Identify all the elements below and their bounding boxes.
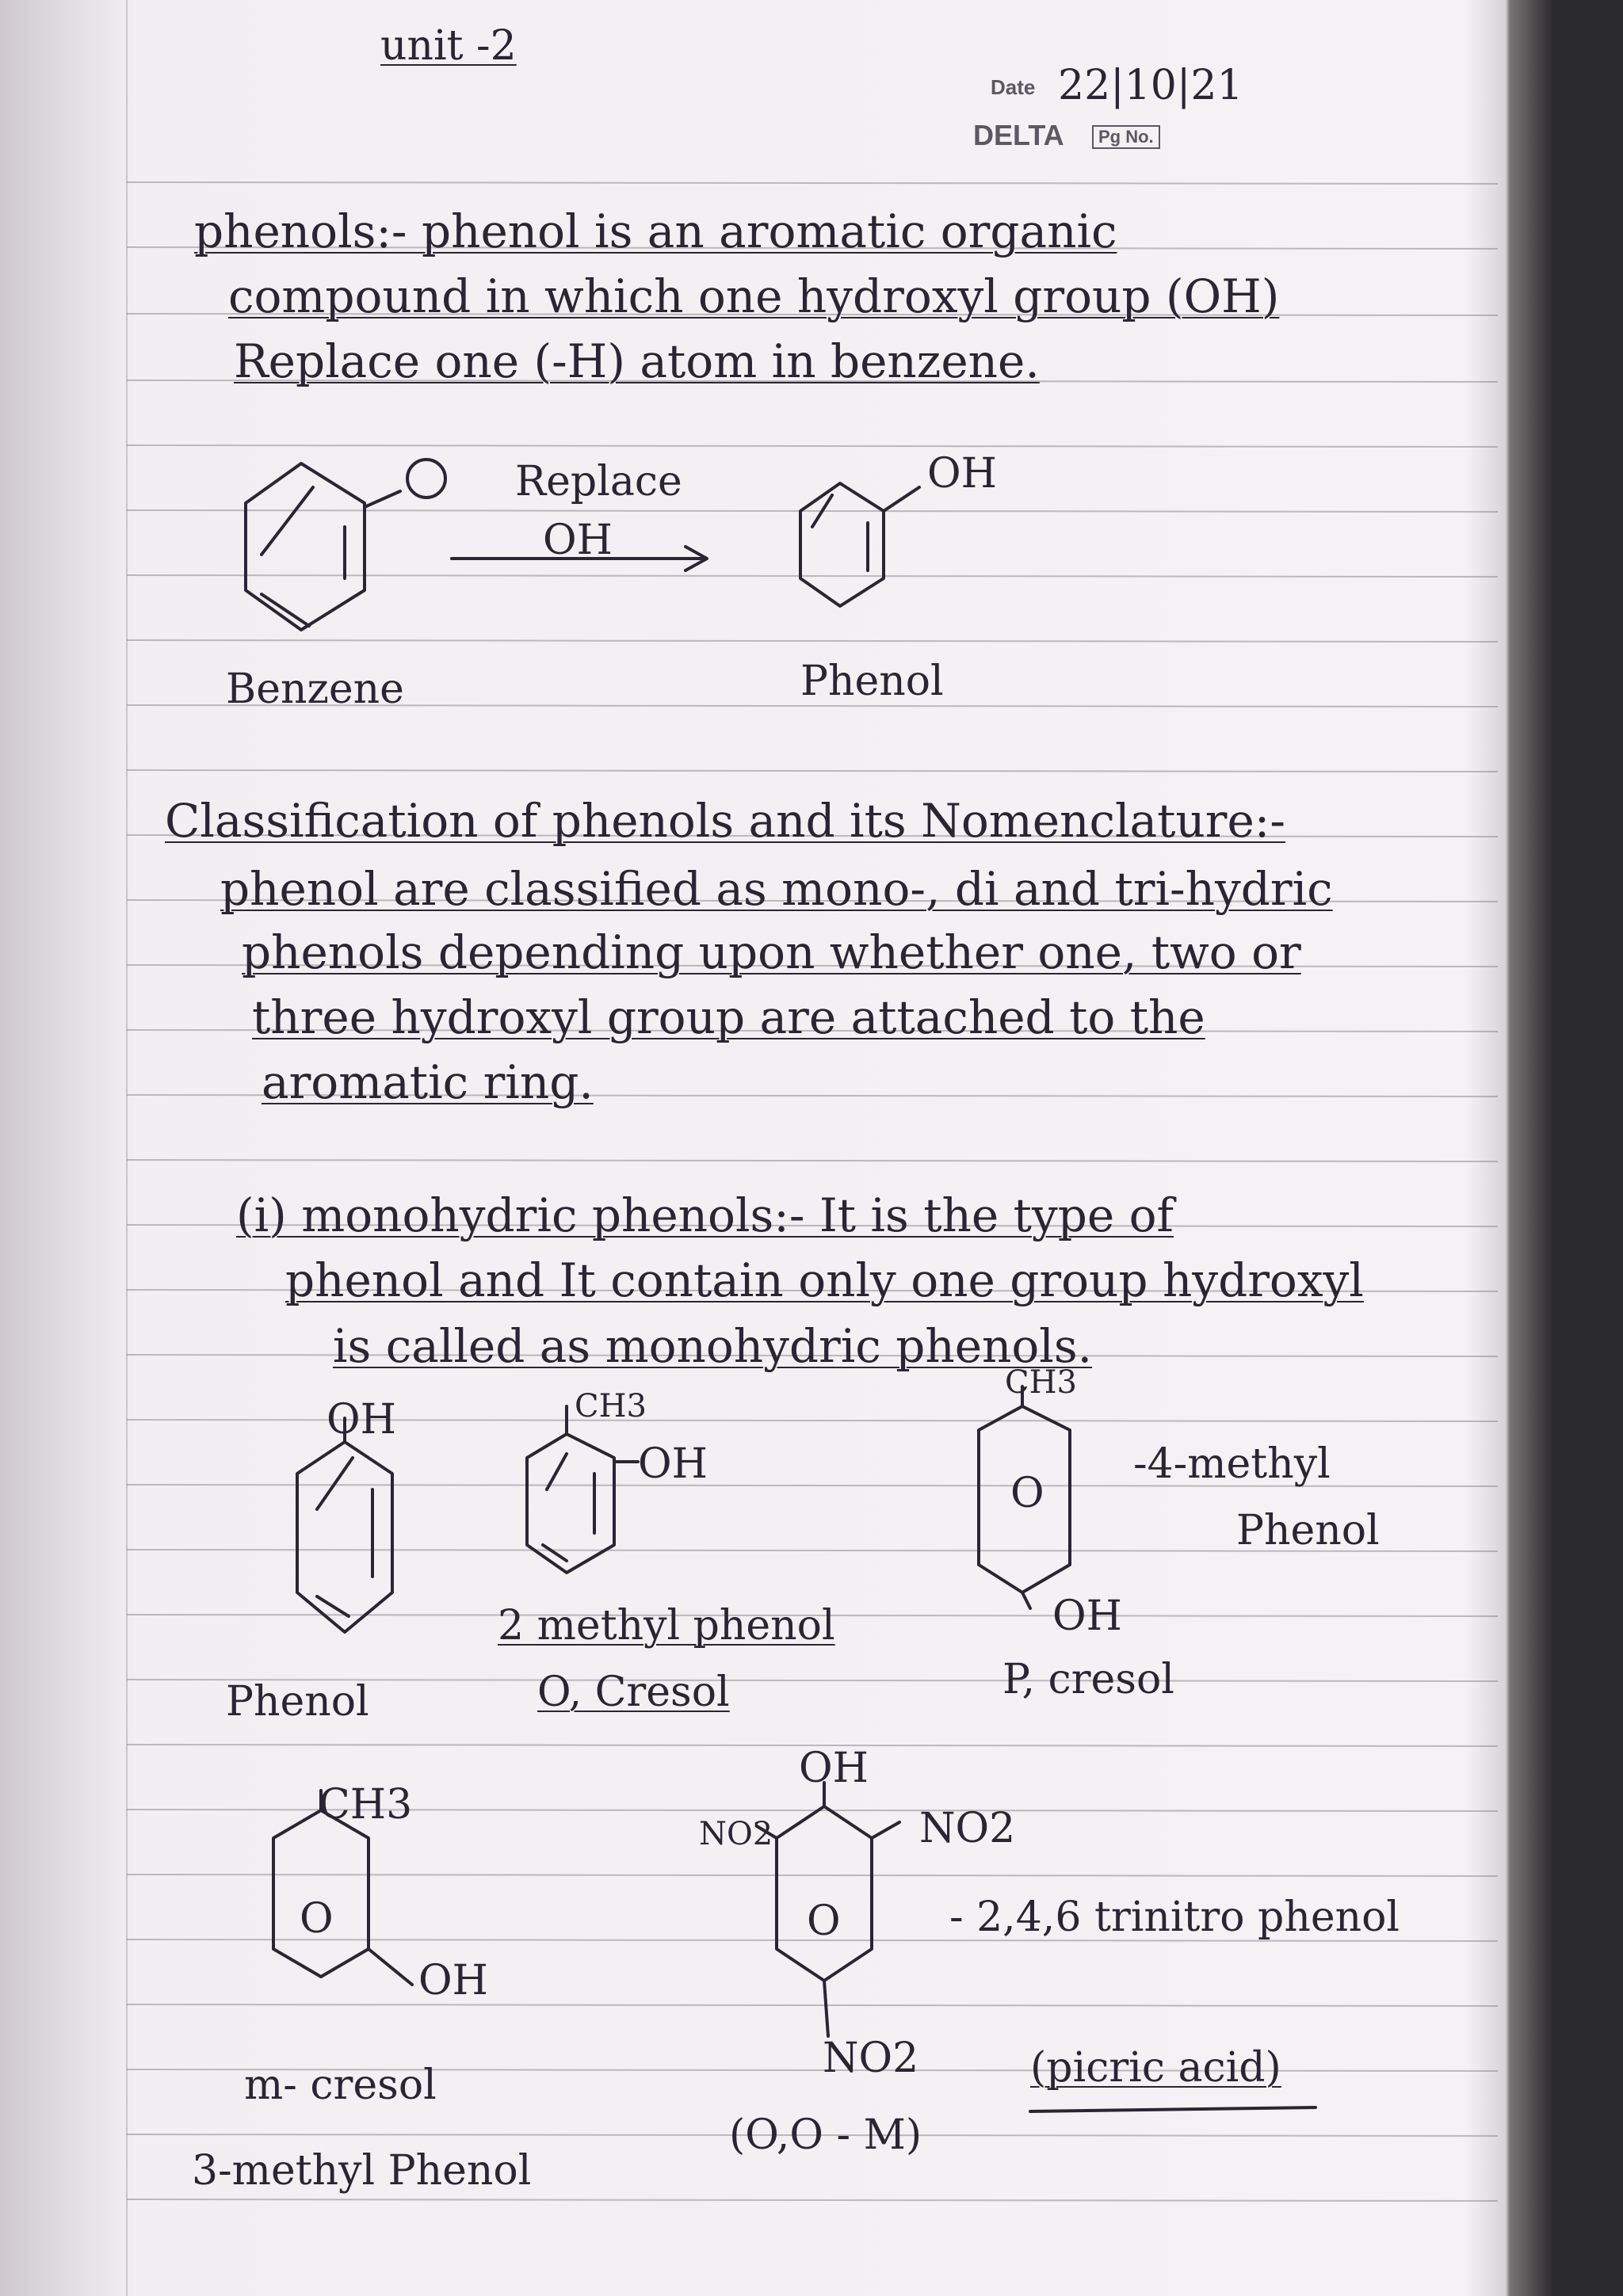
picric-ring-label: O: [807, 1897, 841, 1945]
picric-positions: (O,O - M): [729, 2111, 922, 2159]
classification-line-4: aromatic ring.: [262, 1055, 594, 1109]
pcresol-name-2: Phenol: [1236, 1507, 1380, 1554]
pcresol-ring-label: O: [1010, 1470, 1044, 1517]
intro-line-3: Replace one (-H) atom in benzene.: [234, 334, 1040, 388]
mcresol-name-1: m- cresol: [244, 2061, 437, 2109]
product-oh-label: OH: [927, 450, 997, 498]
unit-heading: unit -2: [380, 22, 517, 70]
mcresol-ring-label: O: [300, 1895, 334, 1943]
intro-line-2: compound in which one hydroxyl group (OH): [228, 269, 1280, 323]
picric-ring-icon: [757, 1783, 899, 2036]
mcresol-ring-icon: [273, 1791, 412, 1985]
ocresol-ch3-label: CH3: [575, 1388, 647, 1425]
classification-line-1: phenol are classified as mono-, di and tri-hydric: [220, 862, 1333, 916]
phenol-oh-label: OH: [327, 1396, 396, 1444]
pcresol-ring-icon: [979, 1386, 1070, 1608]
reaction-arrow-icon: [452, 547, 707, 570]
date-value: 22|10|21: [1058, 62, 1243, 109]
pcresol-name-1: -4-methyl: [1133, 1440, 1331, 1488]
intro-line-1: phenols:- phenol is an aromatic organic: [194, 204, 1117, 258]
picric-no2-left-label: NO2: [699, 1816, 773, 1852]
picric-oh-label: OH: [799, 1745, 869, 1792]
benzene-ring-icon: [246, 463, 400, 630]
picric-common-name: (picric acid): [1030, 2044, 1281, 2092]
mcresol-ch3-label: CH3: [319, 1781, 413, 1829]
monohydric-line-3: is called as monohydric phenols.: [333, 1319, 1093, 1373]
picric-no2-right-label: NO2: [919, 1805, 1016, 1852]
ocresol-ring-icon: [527, 1406, 638, 1573]
phenol-structure-name: Phenol: [226, 1678, 369, 1726]
pcresol-ch3-label: CH3: [1005, 1364, 1077, 1401]
phenol-product-ring-icon: [800, 483, 919, 606]
arrow-bottom-label: OH: [543, 517, 613, 564]
picric-no2-bottom-label: NO2: [823, 2035, 919, 2082]
date-label: Date: [991, 75, 1036, 99]
classification-heading: Classification of phenols and its Nomenclature:-: [165, 794, 1285, 848]
phenol-structure-ring-icon: [297, 1418, 392, 1632]
classification-line-2: phenols depending upon whether one, two or: [242, 925, 1301, 979]
ocresol-name-2: O, Cresol: [537, 1669, 730, 1716]
picric-underline: [1030, 2107, 1316, 2111]
classification-line-3: three hydroxyl group are attached to the: [252, 990, 1205, 1044]
phenol-name: Phenol: [800, 658, 944, 705]
picric-name: - 2,4,6 trinitro phenol: [949, 1894, 1400, 1941]
monohydric-line-2: phenol and It contain only one group hydroxyl: [285, 1253, 1364, 1307]
pcresol-name-3: P, cresol: [1002, 1656, 1174, 1703]
benzene-name: Benzene: [226, 666, 404, 713]
ocresol-oh-label: OH: [638, 1440, 708, 1488]
ocresol-name-1: 2 methyl phenol: [498, 1602, 835, 1650]
pcresol-oh-label: OH: [1052, 1592, 1122, 1640]
brand-logo: DELTA: [973, 119, 1064, 151]
page-number-label: Pg No.: [1092, 125, 1160, 149]
monohydric-heading: (i) monohydric phenols:- It is the type of: [236, 1188, 1174, 1242]
mcresol-name-2: 3-methyl Phenol: [192, 2147, 532, 2195]
h-atom-circle-icon: [407, 460, 445, 498]
arrow-top-label: Replace: [515, 458, 682, 505]
mcresol-oh-label: OH: [418, 1957, 488, 2004]
